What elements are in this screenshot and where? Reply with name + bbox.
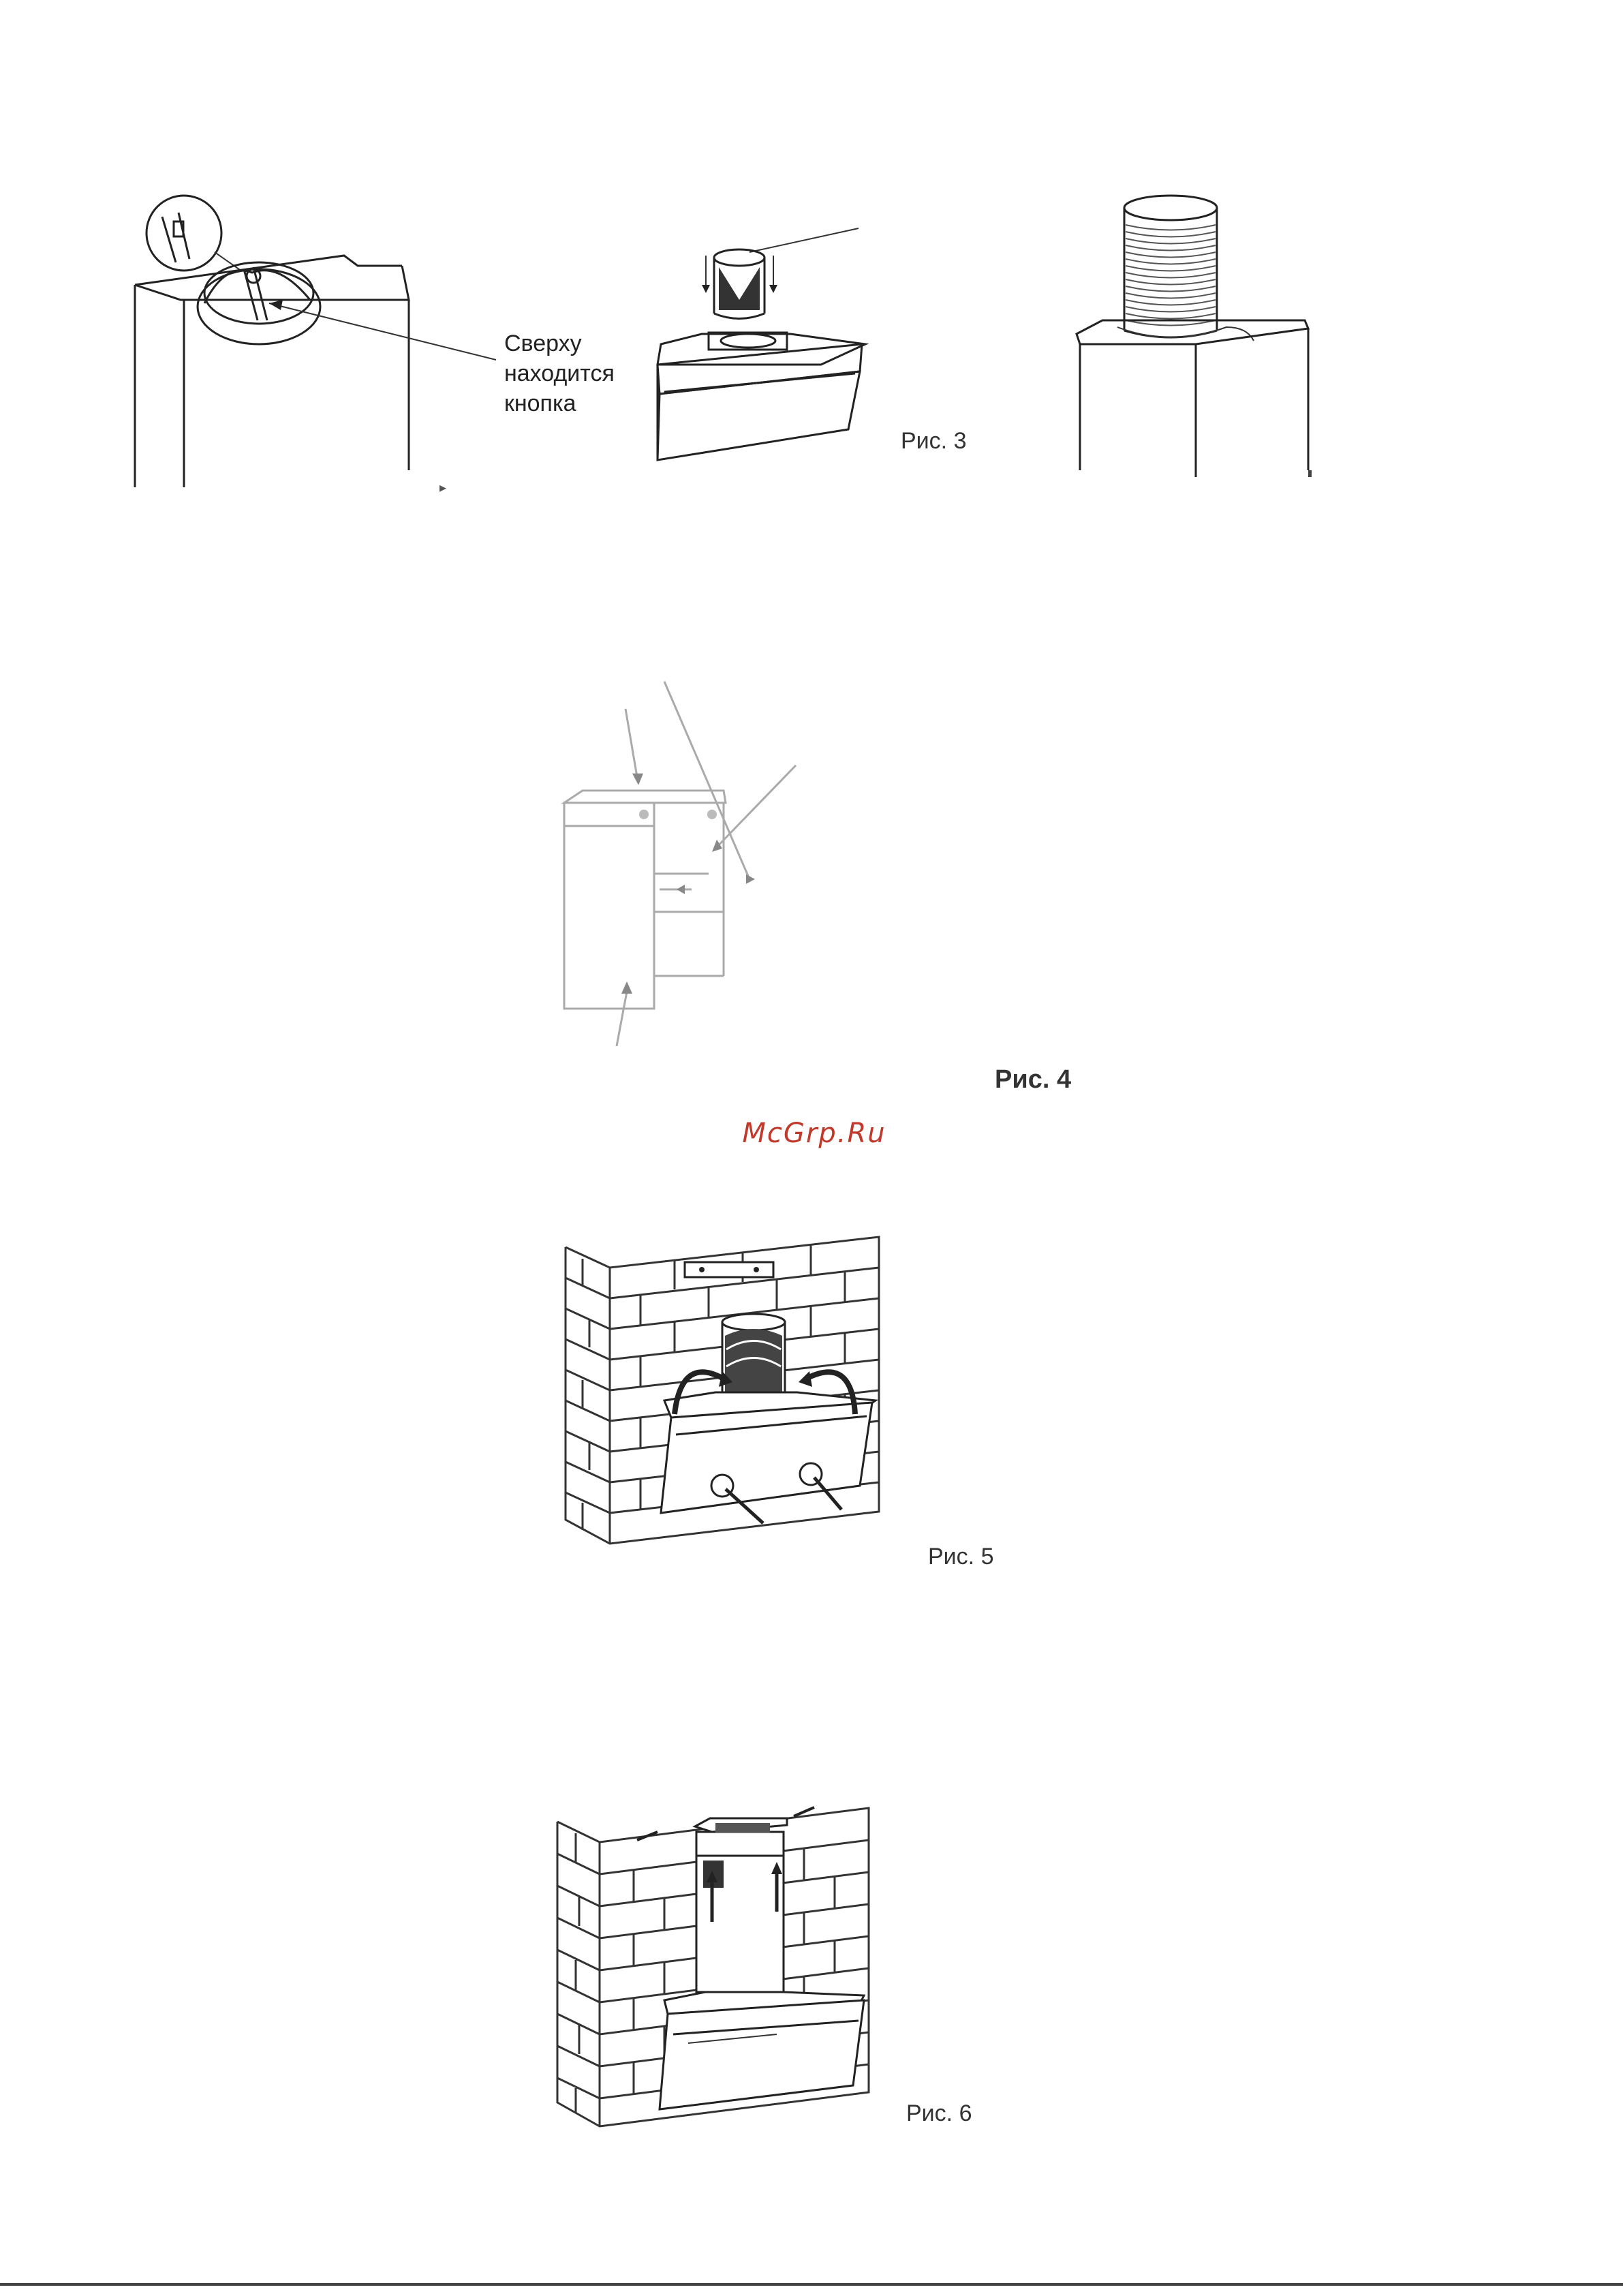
fig3-chimney-duct-drawing	[0, 0, 1623, 518]
fig6-hood-with-chimney-drawing	[0, 1758, 1623, 2167]
fig4-caption: Рис. 4	[995, 1065, 1072, 1094]
fig5-hood-on-wall-drawing	[0, 1199, 1623, 1608]
figure-5	[0, 1199, 1623, 1608]
fig6-caption: Рис. 6	[906, 2100, 972, 2126]
figure-6	[0, 1758, 1623, 2167]
svg-text:▸: ▸	[439, 480, 447, 495]
figure-3	[0, 0, 1623, 518]
bottom-rule	[0, 2283, 1623, 2286]
fig3-caption: Рис. 3	[901, 428, 967, 454]
figure-4	[0, 682, 1623, 1131]
watermark-text: McGrp.Ru	[742, 1118, 886, 1149]
fig3-callout-text: Сверху находится кнопка	[504, 331, 615, 416]
fig5-caption: Рис. 5	[928, 1544, 994, 1570]
fig4-chimney-cover-drawing	[0, 682, 1623, 1131]
